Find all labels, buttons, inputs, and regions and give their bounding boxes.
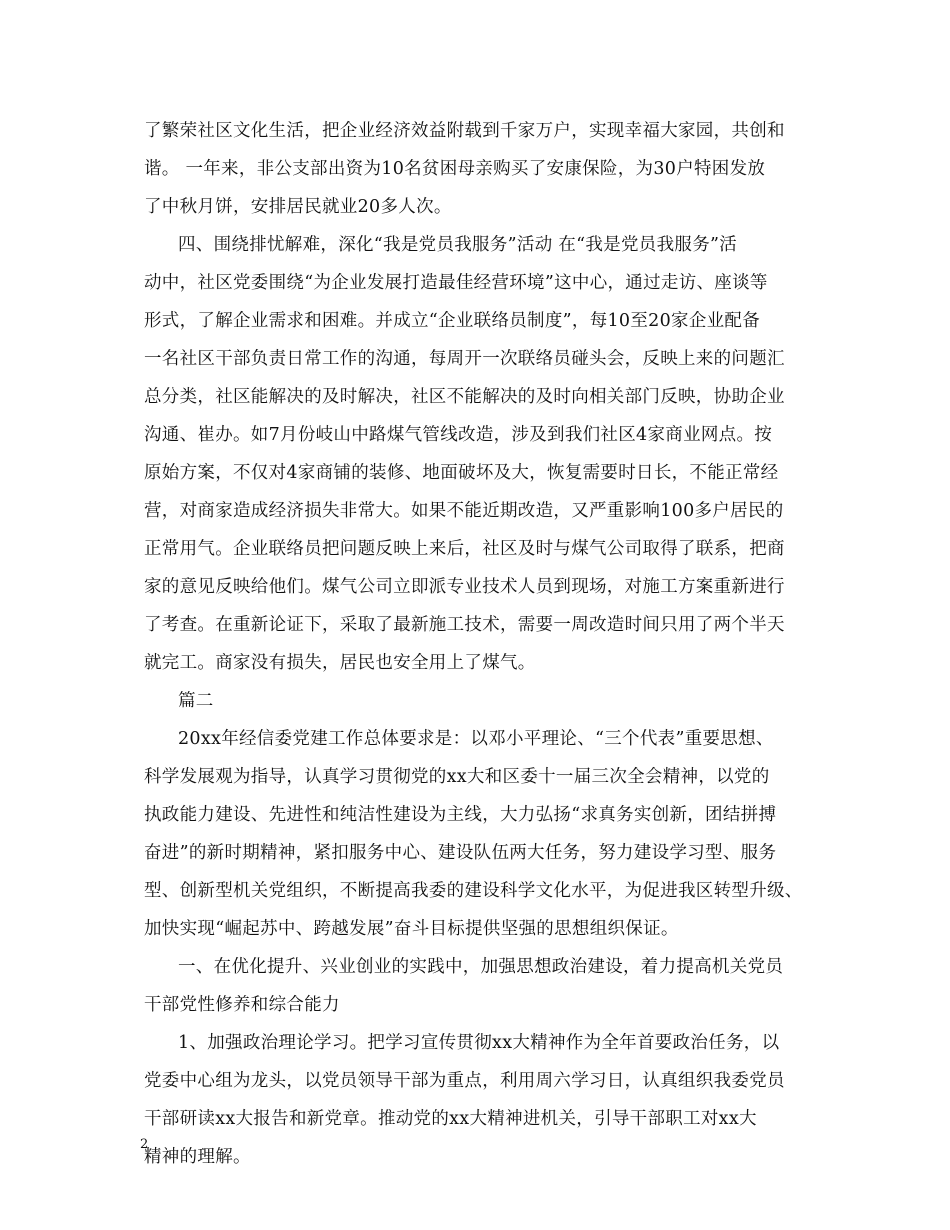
text-line: 干部研读xx大报告和新党章。推动党的xx大精神进机关，引导干部职工对xx大 [144,1109,757,1129]
text-line: 总分类，社区能解决的及时解决，社区不能解决的及时向相关部门反映，协助企业 [144,387,785,407]
text-line: 了考查。在重新论证下，采取了最新施工技术，需要一周改造时间只用了两个半天 [144,615,785,635]
text-line: 就完工。商家没有损失，居民也安全用上了煤气。 [144,653,536,673]
page-number: 2 [140,1137,149,1152]
text-line: 科学发展观为指导，认真学习贯彻党的xx大和区委十一届三次全会精神，以党的 [144,767,770,787]
text-line: 动中，社区党委围绕“为企业发展打造最佳经营环境”这中心，通过走访、座谈等 [144,273,768,293]
text-line: 形式，了解企业需求和困难。并成立“企业联络员制度”，每10至20家企业配备 [144,311,761,331]
text-line: 了繁荣社区文化生活，把企业经济效益附载到千家万户，实现幸福大家园，共创和 [144,121,785,141]
text-line: 执政能力建设、先进性和纯洁性建设为主线，大力弘扬“求真务实创新，团结拼搏 [144,805,777,825]
text-line: 型、创新型机关党组织，不断提高我委的建设科学文化水平，为促进我区转型升级、 [144,881,803,901]
text-line: 一名社区干部负责日常工作的沟通，每周开一次联络员碰头会，反映上来的问题汇 [144,349,785,369]
text-line: 一、在优化提升、兴业创业的实践中，加强思想政治建设，着力提高机关党员 [178,957,784,977]
text-line: 原始方案，不仅对4家商铺的装修、地面破坏及大，恢复需要时日长，不能正常经 [144,463,779,483]
text-line: 家的意见反映给他们。煤气公司立即派专业技术人员到现场，对施工方案重新进行 [144,577,785,597]
text-line: 20xx年经信委党建工作总体要求是：以邓小平理论、“三个代表”重要思想、 [178,729,774,749]
text-line: 干部党性修养和综合能力 [144,995,340,1015]
text-line: 精神的理解。 [144,1147,251,1167]
text-line: 谐。 一年来，非公支部出资为10名贫困母亲购买了安康保险，为30户特困发放 [144,159,766,179]
text-line: 了中秋月饼，安排居民就业20多人次。 [144,197,452,217]
text-line: 1、加强政治理论学习。把学习宣传贯彻xx大精神作为全年首要政治任务，以 [178,1033,780,1053]
text-line: 沟通、崔办。如7月份岐山中路煤气管线改造，涉及到我们社区4家商业网点。按 [144,425,773,445]
section-heading: 篇二 [178,691,214,711]
text-line: 党委中心组为龙头，以党员领导干部为重点，利用周六学习日，认真组织我委党员 [144,1071,785,1091]
text-line: 营，对商家造成经济损失非常大。如果不能近期改造，又严重影响100多户居民的 [144,501,784,521]
text-line: 加快实现“崛起苏中、跨越发展”奋斗目标提供坚强的思想组织保证。 [144,919,679,939]
text-line: 正常用气。企业联络员把问题反映上来后，社区及时与煤气公司取得了联系，把商 [144,539,785,559]
text-line: 奋进”的新时期精神，紧扣服务中心、建设队伍两大任务，努力建设学习型、服务 [144,843,777,863]
text-line: 四、围绕排忧解难，深化“我是党员我服务”活动 在“我是党员我服务”活 [178,235,738,255]
